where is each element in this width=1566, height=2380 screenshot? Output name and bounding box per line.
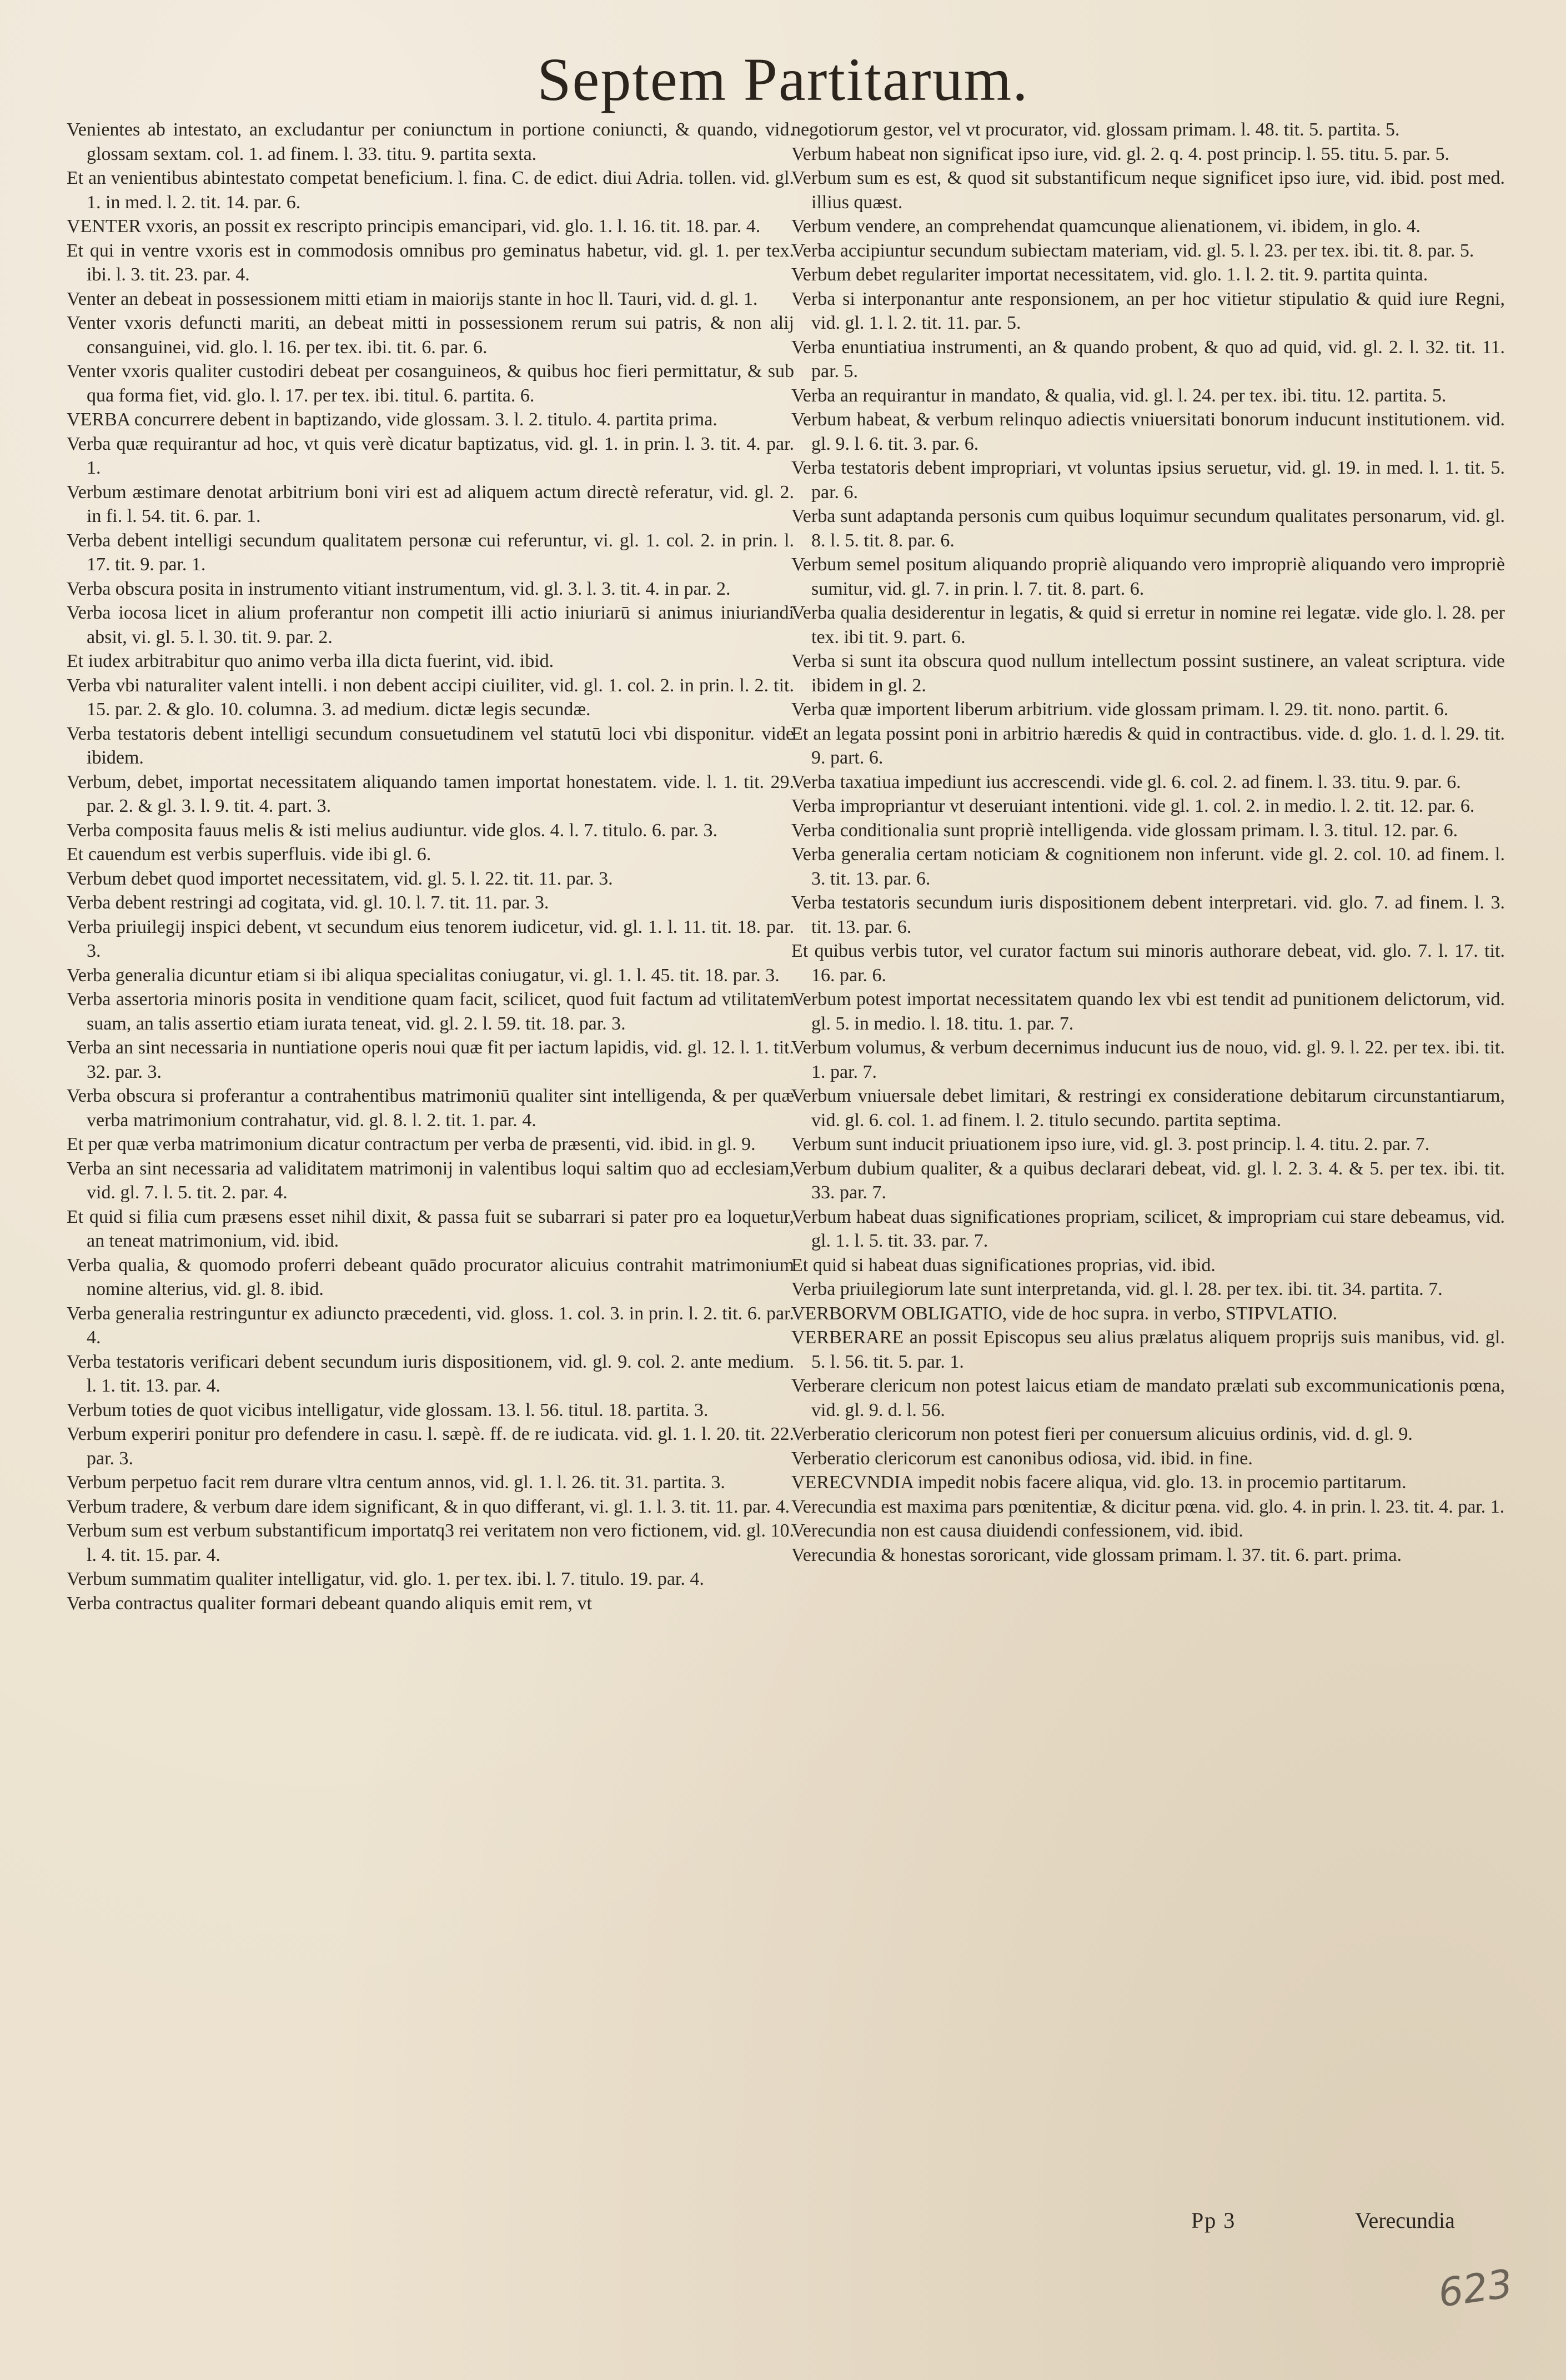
index-entry: Verbum perpetuo facit rem durare vltra centum annos, vid. gl. 1. l. 26. tit. 31. partita. 3.: [67, 1472, 725, 1493]
index-entry: Verba impropriantur vt deseruiant intentioni. vide gl. 1. col. 2. in medio. l. 2. tit. 12. par. 6.: [791, 796, 1475, 816]
index-entry: Verba an requirantur in mandato, & qualia, vid. gl. l. 24. per tex. ibi. titu. 12. partita. 5.: [791, 385, 1447, 406]
index-entry: Verba contractus qualiter formari debeant quando aliquis emit rem, vt: [67, 1593, 593, 1614]
index-entry: Venientes ab intestato, an excludantur per coniunctum in portione coniuncti, & quando, vid. glossam sextam. col. 1. ad finem. l. 33. titu. 9. partita sexta.: [67, 119, 794, 164]
index-entry: Verba assertoria minoris posita in venditione quam facit, scilicet, quod fuit factum ad vtilitatem suam, an talis assertio etiam iurata teneat, vid. gl. 2. l. 59. tit. 18. par. 3.: [67, 989, 794, 1034]
index-entry: Verba qualia, & quomodo proferri debeant quādo procurator alicuius contrahit matrimonium nomine alterius, vid. gl. 8. ibid.: [67, 1254, 794, 1299]
index-entry: Venter an debeat in possessionem mitti etiam in maiorijs stante in hoc ll. Tauri, vid. d. gl. 1.: [67, 288, 758, 309]
index-entry: Verba quæ importent liberum arbitrium. vide glossam primam. l. 29. tit. nono. partit. 6.: [791, 699, 1449, 720]
index-entry: Verba quæ requirantur ad hoc, vt quis verè dicatur baptizatus, vid. gl. 1. in prin. l. 3. tit. 4. par. 1.: [67, 433, 794, 478]
index-entry: Verberare clericum non potest laicus etiam de mandato prælati sub excommunicationis pœna, vid. gl. 9. d. l. 56.: [791, 1375, 1505, 1420]
index-entry: Verba debent restringi ad cogitata, vid. gl. 10. l. 7. tit. 11. par. 3.: [67, 892, 549, 913]
right-column: [791, 118, 1505, 2206]
index-entry: Verbum sunt inducit priuationem ipso iure, vid. gl. 3. post princip. l. 4. titu. 2. par. 7.: [791, 1134, 1430, 1154]
index-entry: Verba accipiuntur secundum subiectam materiam, vid. gl. 5. l. 23. per tex. ibi. tit. 8. par. 5.: [791, 240, 1474, 261]
index-entry: Verecundia & honestas sororicant, vide glossam primam. l. 37. tit. 6. part. prima.: [791, 1544, 1402, 1565]
index-entry: Verbum dubium qualiter, & a quibus declarari debeat, vid. gl. l. 2. 3. 4. & 5. per tex. ibi. tit. 33. par. 7.: [791, 1158, 1505, 1203]
index-entry: Verbum habeat non significat ipso iure, vid. gl. 2. q. 4. post princip. l. 55. titu. 5. par. 5.: [791, 143, 1450, 164]
index-entry: Verbum semel positum aliquando propriè aliquando vero impropriè aliquando vero impropriè sumitur, vid. gl. 7. in prin. l. 7. tit. 8. part. 6.: [791, 554, 1505, 599]
index-entry: Verba taxatiua impediunt ius accrescendi. vide gl. 6. col. 2. ad finem. l. 33. titu. 9. par. 6.: [791, 771, 1461, 792]
signature-mark: Pp 3: [1191, 2208, 1236, 2233]
index-entry: VENTER vxoris, an possit ex rescripto principis emancipari, vid. glo. 1. l. 16. tit. 18. par. 4.: [67, 216, 761, 237]
index-entry: Verba si sunt ita obscura quod nullum intellectum possint sustinere, an valeat scriptura. vide ibidem in gl. 2.: [791, 651, 1505, 696]
index-entry: Verbum æstimare denotat arbitrium boni viri est ad aliquem actum directè referatur, vid. gl. 2. in fi. l. 54. tit. 6. par. 1.: [67, 481, 794, 526]
index-entry: Verbum vendere, an comprehendat quamcunque alienationem, vi. ibidem, in glo. 4.: [791, 216, 1421, 237]
index-entry: Verba an sint necessaria in nuntiatione operis noui quæ fit per iactum lapidis, vid. gl. 12. l. 1. tit. 32. par. 3.: [67, 1037, 794, 1082]
index-entry: VERECVNDIA impedit nobis facere aliqua, vid. glo. 13. in procemio partitarum.: [791, 1472, 1407, 1493]
index-entry: VERBERARE an possit Episcopus seu alius prælatus aliquem proprijs suis manibus, vid. gl. 5. l. 56. tit. 5. par. 1.: [791, 1327, 1505, 1372]
page-footer: [0, 2207, 1566, 2252]
index-entry: Verbum volumus, & verbum decernimus inducunt ius de nouo, vid. gl. 9. l. 22. per tex. ibi. tit. 1. par. 7.: [791, 1037, 1505, 1082]
index-entry: Verba testatoris verificari debent secundum iuris dispositionem, vid. gl. 9. col. 2. ante medium. l. 1. tit. 13. par. 4.: [67, 1351, 794, 1396]
index-entry: Et quid si habeat duas significationes proprias, vid. ibid.: [791, 1254, 1216, 1276]
index-entry: Verba priuilegiorum late sunt interpretanda, vid. gl. l. 28. per tex. ibi. tit. 34. partita. 7.: [791, 1279, 1443, 1299]
index-entry: Verberatio clericorum non potest fieri per conuersum alicuius ordinis, vid. d. gl. 9.: [791, 1424, 1413, 1444]
index-entry: Et iudex arbitrabitur quo animo verba illa dicta fuerint, vid. ibid.: [67, 651, 554, 671]
index-entry: Et quid si filia cum præsens esset nihil dixit, & passa fuit se subarrari si pater pro ea loquetur, an teneat matrimonium, vid. ibid.: [67, 1206, 794, 1251]
index-entry: Verbum debet regulariter importat necessitatem, vid. glo. 1. l. 2. tit. 9. partita quinta.: [791, 264, 1428, 285]
index-entry: Verba sunt adaptanda personis cum quibus loquimur secundum qualitates personarum, vid. gl. 8. l. 5. tit. 8. par. 6.: [791, 506, 1505, 551]
index-entry: Verba priuilegij inspici debent, vt secundum eius tenorem iudicetur, vid. gl. 1. l. 11. tit. 18. par. 3.: [67, 916, 794, 961]
index-entry: Verbum potest importat necessitatem quando lex vbi est tendit ad punitionem delictorum, vid. gl. 5. in medio. l. 18. titu. 1. par. 7.: [791, 989, 1505, 1034]
index-entry: VERBA concurrere debent in baptizando, vide glossam. 3. l. 2. titulo. 4. partita prima.: [67, 409, 717, 430]
index-entry: Verba generalia certam noticiam & cognitionem non inferunt. vide gl. 2. col. 10. ad finem. l. 3. tit. 13. par. 6.: [791, 844, 1505, 889]
index-entry: Verbum habeat, & verbum relinquo adiectis vniuersitati bonorum inducunt institutionem. vid. gl. 9. l. 6. tit. 3. par. 6.: [791, 409, 1505, 454]
index-entry: Verba testatoris debent intelligi secundum consuetudinem vel statutū loci vbi disponitur. vide ibidem.: [67, 723, 794, 768]
index-entry: Verbum experiri ponitur pro defendere in casu. l. sæpè. ff. de re iudicata. vid. gl. 1. l. 20. tit. 22. par. 3.: [67, 1424, 794, 1469]
index-entry: Verba qualia desiderentur in legatis, & quid si erretur in nomine rei legatæ. vide glo. l. 28. per tex. ibi tit. 9. part. 6.: [791, 602, 1505, 647]
index-entry: Verba obscura posita in instrumento vitiant instrumentum, vid. gl. 3. l. 3. tit. 4. in par. 2.: [67, 578, 731, 599]
index-entry: Verba debent intelligi secundum qualitatem personæ cui referuntur, vi. gl. 1. col. 2. in prin. l. 17. tit. 9. par. 1.: [67, 530, 794, 575]
index-entry: Et quibus verbis tutor, vel curator factum sui minoris authorare debeat, vid. glo. 7. l. 17. tit. 16. par. 6.: [791, 941, 1505, 986]
index-entry: Verba testatoris secundum iuris dispositionem debent interpretari. vid. glo. 7. ad finem. l. 3. tit. 13. par. 6.: [791, 892, 1505, 937]
index-entry: Verba composita fauus melis & isti melius audiuntur. vide glos. 4. l. 7. titulo. 6. par. 3.: [67, 820, 717, 841]
left-column: [67, 118, 794, 2206]
index-entry: Verba si interponantur ante responsionem, an per hoc vitietur stipulatio & quid iure Regni, vid. gl. 1. l. 2. tit. 11. par. 5.: [791, 288, 1505, 333]
index-entry: Verbum sum est verbum substantificum importatq3 rei veritatem non vero fictionem, vid. gl. 10. l. 4. tit. 15. par. 4.: [67, 1520, 794, 1565]
index-entry: Verba vbi naturaliter valent intelli. i non debent accipi ciuiliter, vid. gl. 1. col. 2. in prin. l. 2. tit. 15. par. 2. & glo. 10. columna. 3. ad medium. dictæ legis secundæ.: [67, 675, 794, 720]
index-entry: Verbum, debet, importat necessitatem aliquando tamen importat honestatem. vide. l. 1. tit. 29. par. 2. & gl. 3. l. 9. tit. 4. part. 3.: [67, 771, 794, 816]
index-entry: Venter vxoris qualiter custodiri debeat per cosanguineos, & quibus hoc fieri permittatur, & sub qua forma fiet, vid. glo. l. 17. per tex. ibi. titul. 6. partita. 6.: [67, 361, 794, 406]
index-entry: Verba testatoris debent impropriari, vt voluntas ipsius seruetur, vid. gl. 19. in med. l. 1. tit. 5. par. 6.: [791, 458, 1505, 503]
index-entry: Verecundia est maxima pars pœnitentiæ, & dicitur pœna. vid. glo. 4. in prin. l. 23. tit. 4. par. 1.: [791, 1496, 1505, 1517]
index-entry: Et an venientibus abintestato competat beneficium. l. fina. C. de edict. diui Adria. tollen. vid. gl. 1. in med. l. 2. tit. 14. par. 6.: [67, 168, 794, 213]
handwritten-folio-number: 623: [1435, 2261, 1515, 2316]
index-entry: Verba generalia restringuntur ex adiuncto præcedenti, vid. gloss. 1. col. 3. in prin. l. 2. tit. 6. par. 4.: [67, 1303, 794, 1348]
index-entry: Verba enuntiatiua instrumenti, an & quando probent, & quo ad quid, vid. gl. 2. l. 32. tit. 11. par. 5.: [791, 337, 1505, 381]
index-entry: negotiorum gestor, vel vt procurator, vid. glossam primam. l. 48. tit. 5. partita. 5.: [791, 119, 1400, 140]
index-entry: VERBORVM OBLIGATIO, vide de hoc supra. in verbo, STIPVLATIO.: [791, 1303, 1338, 1324]
index-entry: Verba obscura si proferantur a contrahentibus matrimoniū qualiter sint intelligenda, & per quæ verba matrimonium contrahatur, vid. gl. 8. l. 2. tit. 1. par. 4.: [67, 1086, 794, 1131]
index-entry: Verbum sum es est, & quod sit substantificum neque significet ipso iure, vid. ibid. post med. illius quæst.: [791, 168, 1505, 213]
index-entry: Verbum summatim qualiter intelligatur, vid. glo. 1. per tex. ibi. l. 7. titulo. 19. par. 4.: [67, 1569, 704, 1589]
index-entry: Verba an sint necessaria ad validitatem matrimonij in valentibus loqui saltim quo ad ecclesiam, vid. gl. 7. l. 5. tit. 2. par. 4.: [67, 1158, 794, 1203]
index-entry: Et cauendum est verbis superfluis. vide ibi gl. 6.: [67, 844, 431, 865]
index-entry: Verba generalia dicuntur etiam si ibi aliqua specialitas coniugatur, vi. gl. 1. l. 45. tit. 18. par. 3.: [67, 965, 780, 986]
index-entry: Venter vxoris defuncti mariti, an debeat mitti in possessionem rerum sui patris, & non alij consanguinei, vid. glo. l. 16. per tex. ibi. tit. 6. par. 6.: [67, 313, 794, 358]
index-entry: Et per quæ verba matrimonium dicatur contractum per verba de præsenti, vid. ibid. in gl. 9.: [67, 1134, 756, 1154]
index-entry: Et an legata possint poni in arbitrio hæredis & quid in contractibus. vide. d. glo. 1. d. l. 29. tit. 9. part. 6.: [791, 723, 1505, 768]
index-entry: Verbum toties de quot vicibus intelligatur, vide glossam. 13. l. 56. titul. 18. partita. 3.: [67, 1399, 709, 1420]
catchword: Verecundia: [1355, 2208, 1455, 2233]
index-entry: Verecundia non est causa diuidendi confessionem, vid. ibid.: [791, 1520, 1243, 1541]
running-head-title: Septem Partitarum.: [537, 46, 1029, 113]
index-entry: Verbum habeat duas significationes propriam, scilicet, & impropriam cui stare debeamus, vid. gl. 1. l. 5. tit. 33. par. 7.: [791, 1206, 1505, 1251]
index-entry: Verbum vniuersale debet limitari, & restringi ex consideratione debitarum circunstantiarum, vid. gl. 6. col. 1. ad finem. l. 2. titulo secundo. partita septima.: [791, 1086, 1505, 1131]
index-entry: Verba conditionalia sunt propriè intelligenda. vide glossam primam. l. 3. titul. 12. par. 6.: [791, 820, 1458, 841]
index-entry: Et qui in ventre vxoris est in commodosis omnibus pro geminatus habetur, vid. gl. 1. per tex. ibi. l. 3. tit. 23. par. 4.: [67, 240, 794, 285]
index-entry: Verbum debet quod importet necessitatem, vid. gl. 5. l. 22. tit. 11. par. 3.: [67, 868, 613, 889]
index-entry: Verberatio clericorum est canonibus odiosa, vid. ibid. in fine.: [791, 1448, 1253, 1469]
index-entry: Verba iocosa licet in alium proferantur non competit illi actio iniuriarū si animus iniuriandi absit, vi. gl. 5. l. 30. tit. 9. par. 2.: [67, 602, 794, 647]
index-entry: Verbum tradere, & verbum dare idem significant, & in quo differant, vi. gl. 1. l. 3. tit. 11. par. 4.: [67, 1496, 790, 1517]
